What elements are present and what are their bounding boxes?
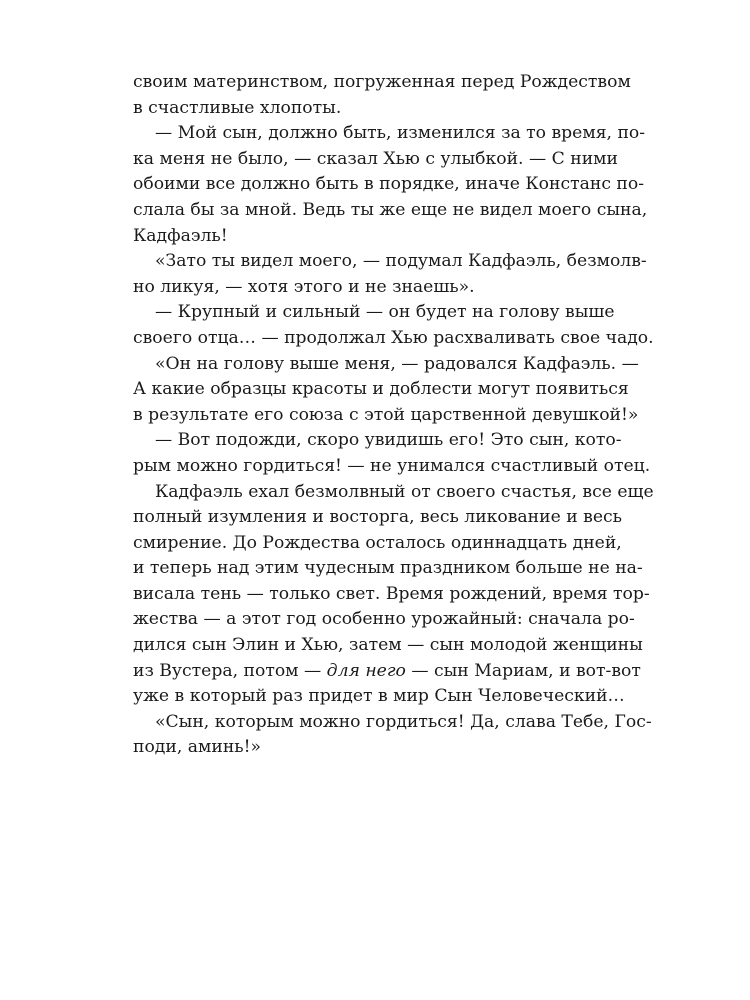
text-line: уже в который раз придет в мир Сын Человеческий… (133, 686, 625, 707)
text-fragment: из Вустера, потом — (133, 660, 327, 681)
text-line: и теперь над этим чудесным праздником больше не на- (133, 558, 643, 579)
text-line: — Крупный и сильный — он будет на голову выше (155, 302, 615, 323)
text-line: полный изумления и восторга, весь ликование и весь (133, 507, 622, 528)
text-line: А какие образцы красоты и доблести могут появиться (133, 379, 629, 400)
text-line: ка меня не было, — сказал Хью с улыбкой. — С ними (133, 148, 618, 169)
text-line: но ликуя, — хотя этого и не знаешь». (133, 276, 475, 297)
text-line: жества — а этот год особенно урожайный: сначала ро- (133, 609, 635, 630)
text-line: своим материнством, погруженная перед Рождеством (133, 72, 631, 92)
text-line: Кадфаэль! (133, 225, 228, 246)
text-line: — Мой сын, должно быть, изменился за то время, по- (155, 123, 646, 144)
text-line: рым можно гордиться! — не унимался счастливый отец. (133, 455, 651, 476)
text-line: дился сын Элин и Хью, затем — сын молодой женщины (133, 635, 643, 656)
text-line: Кадфаэль ехал безмолвный от своего счастья, все еще (155, 481, 654, 502)
text-line: — Вот подожди, скоро увидишь его! Это сын, кото- (155, 430, 622, 451)
text-line: поди, аминь!» (133, 737, 262, 758)
text-line: слала бы за мной. Ведь ты же еще не видел моего сына, (133, 199, 648, 220)
text-line: «Сын, которым можно гордиться! Да, слава Тебе, Гос- (155, 711, 652, 732)
text-line: в счастливые хлопоты. (133, 97, 342, 118)
text-line: висала тень — только свет. Время рождений, время тор- (133, 583, 650, 604)
text-line: обоими все должно быть в порядке, иначе Констанс по- (133, 174, 645, 195)
text-line: смирение. До Рождества осталось одиннадцать дней, (133, 532, 622, 553)
text-fragment: — сын Мариам, и вот-вот (405, 660, 641, 681)
text-line: своего отца… — продолжал Хью расхваливать свое чадо. (133, 327, 654, 348)
text-line: «Зато ты видел моего, — подумал Кадфаэль, безмолв- (155, 251, 647, 272)
text-line-with-emphasis (133, 659, 641, 685)
body-text (133, 70, 654, 761)
text-line: «Он на голову выше меня, — радовался Кадфаэль. — (155, 353, 639, 374)
text-line: в результате его союза с этой царственной девушкой!» (133, 404, 639, 425)
italic-emphasis: для него (326, 660, 406, 681)
